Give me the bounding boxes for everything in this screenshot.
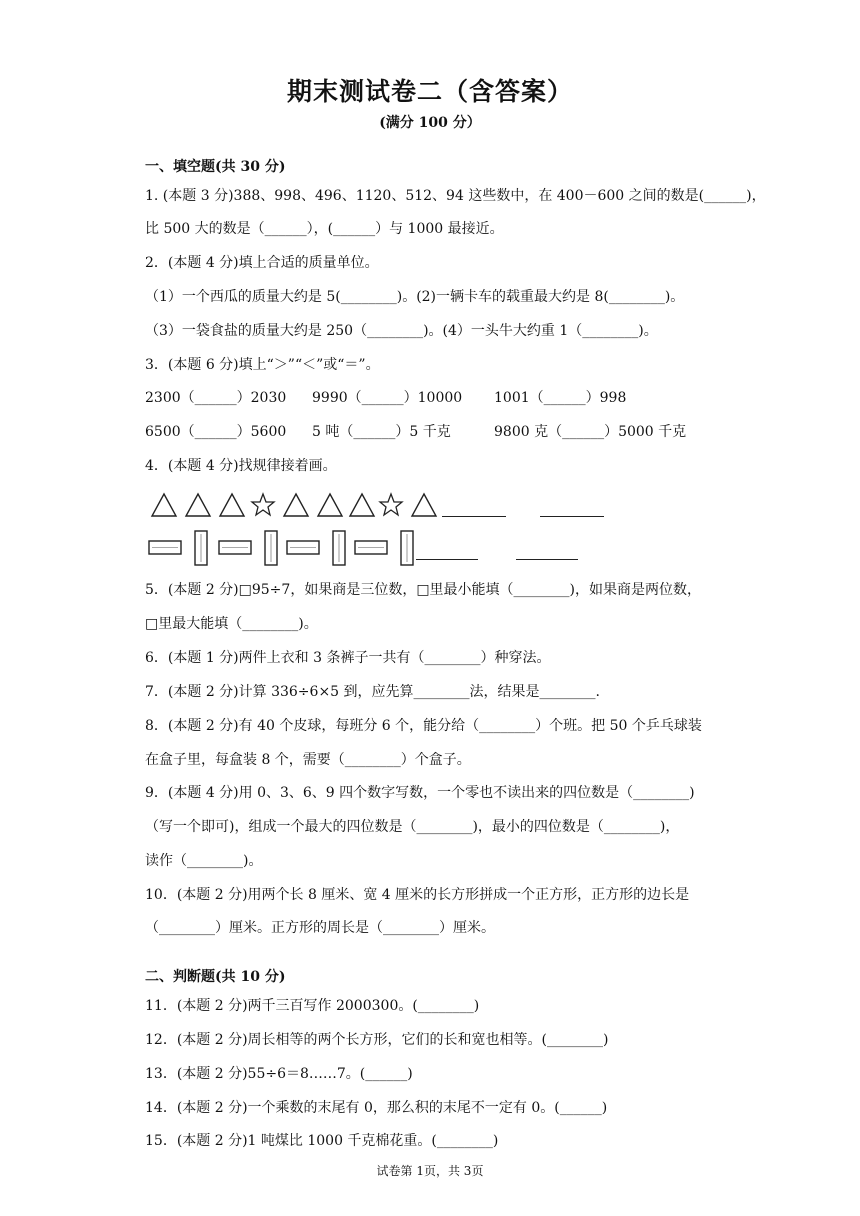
triangle-shape [150,492,178,518]
question-2-line-2: （1）一个西瓜的质量大约是 5(________)。(2)一辆卡车的载重最大约是 8(________)。 [145,289,685,305]
triangle-shape [348,492,376,518]
compare-item: 2300（______）2030 [145,390,287,406]
question-9-line-3: 读作（________)。 [145,853,263,869]
question-13: 13．(本题 2 分)55÷6＝8……7。(______) [145,1066,413,1082]
horizontal-rectangle-shape [148,540,182,556]
question-1-line-1: 1. (本题 3 分)388、998、496、1120、512、94 这些数中，在 400－600 之间的数是(______)， [145,188,766,204]
question-2-line-1: 2．(本题 4 分)填上合适的质量单位。 [145,255,379,271]
question-10-line-1: 10．(本题 2 分)用两个长 8 厘米、宽 4 厘米的长方形拼成一个正方形，正方形的边长是 [145,887,690,903]
section-heading-true-false: 二、判断题(共 10 分) [145,969,286,985]
question-4-line-1: 4．(本题 4 分)找规律接着画。 [145,458,337,474]
question-2-line-3: （3）一袋食盐的质量大约是 250（________)。(4）一头牛大约重 1（________)。 [145,323,658,339]
question-5-line-1: 5．(本题 2 分)□95÷7，如果商是三位数，□里最小能填（________)，如果商是两位数， [145,582,702,598]
question-3-line-1: 3．(本题 6 分)填上“＞”“＜”或“＝”。 [145,357,380,373]
triangle-shape [184,492,212,518]
triangle-shape [316,492,344,518]
question-1-line-2: 比 500 大的数是（______），(______）与 1000 最接近。 [145,221,504,237]
compare-item: 9800 克（______）5000 千克 [494,424,687,440]
horizontal-rectangle-shape [354,540,388,556]
question-15: 15．(本题 2 分)1 吨煤比 1000 千克棉花重。(________) [145,1133,499,1149]
star-shape [250,492,276,518]
triangle-shape [282,492,310,518]
compare-item: 9990（______）10000 [312,390,463,406]
horizontal-rectangle-shape [218,540,252,556]
page-footer: 试卷第 1页，共 3页 [376,1164,484,1178]
triangle-shape [410,492,438,518]
answer-blank-line [540,516,604,517]
star-shape [378,492,404,518]
compare-item: 1001（______）998 [494,390,627,406]
question-14: 14．(本题 2 分)一个乘数的末尾有 0，那么积的末尾不一定有 0。(______) [145,1100,608,1116]
pattern-row-rectangles [148,530,588,568]
answer-blank-line [516,559,578,560]
answer-blank-line [442,516,506,517]
triangle-shape [218,492,246,518]
page-title: 期末测试卷二（含答案） [286,77,573,106]
question-12: 12．(本题 2 分)周长相等的两个长方形，它们的长和宽也相等。(________) [145,1032,609,1048]
section-heading-fill-blank: 一、填空题(共 30 分) [145,159,286,175]
compare-item: 6500（______）5600 [145,424,287,440]
question-11: 11．(本题 2 分)两千三百写作 2000300。(________) [145,998,480,1014]
question-6-line-1: 6．(本题 1 分)两件上衣和 3 条裤子一共有（________）种穿法。 [145,650,551,666]
answer-blank-line [416,559,478,560]
question-8-line-2: 在盒子里，每盒装 8 个，需要（________）个盒子。 [145,752,471,768]
question-8-line-1: 8．(本题 2 分)有 40 个皮球，每班分 6 个，能分给（________）个班。把 50 个乒乓球装 [145,718,702,734]
vertical-rectangle-shape [194,530,208,566]
question-9-line-1: 9．(本题 4 分)用 0、3、6、9 四个数字写数，一个零也不读出来的四位数是（________) [145,785,695,801]
horizontal-rectangle-shape [286,540,320,556]
pattern-row-triangles [148,492,628,518]
question-9-line-2: （写一个即可)，组成一个最大的四位数是（________)，最小的四位数是（________)， [145,819,680,835]
question-10-line-2: （________）厘米。正方形的周长是（________）厘米。 [145,920,495,936]
vertical-rectangle-shape [264,530,278,566]
question-5-line-2: □里最大能填（________)。 [145,616,318,632]
compare-item: 5 吨（______）5 千克 [312,424,451,440]
page-subtitle: (满分 100 分） [379,115,481,131]
question-7-line-1: 7．(本题 2 分)计算 336÷6×5 到，应先算________法，结果是________. [145,684,600,700]
vertical-rectangle-shape [332,530,346,566]
vertical-rectangle-shape [400,530,414,566]
